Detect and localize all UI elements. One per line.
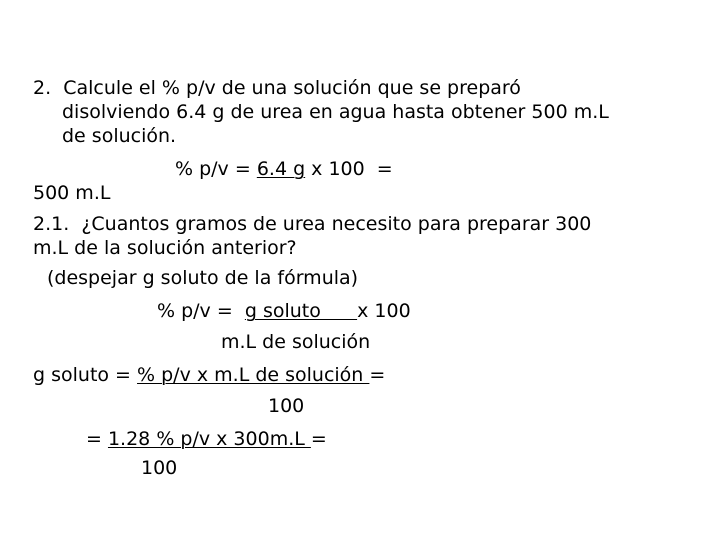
problem-2-1-solve-denominator: 100: [268, 395, 305, 417]
problem-2-1-result-denominator: 100: [141, 457, 178, 479]
solve-rest: =: [369, 364, 386, 386]
formula-rest: x 100 =: [305, 158, 393, 180]
problem-2-1-line-1: 2.1. ¿Cuantos gramos de urea necesito para preparar 300: [33, 213, 592, 235]
formula-rest: x 100: [357, 300, 411, 322]
problem-2-1-line-2: m.L de la solución anterior?: [33, 237, 297, 259]
problem-2-formula: [175, 157, 393, 181]
problem-2-number: 2.: [33, 77, 52, 99]
problem-2-line-1: [33, 76, 521, 100]
solve-lhs: g soluto =: [33, 364, 138, 386]
problem-2-1-formula-denominator: m.L de solución: [221, 331, 371, 353]
problem-2-1-formula: [157, 299, 411, 323]
problem-2-formula-denominator: 500 m.L: [33, 182, 111, 204]
problem-2-text-line-1: Calcule el % p/v de una solución que se preparó: [63, 77, 521, 99]
problem-2-line-3: de solución.: [62, 125, 177, 147]
result-lhs: =: [86, 428, 108, 450]
problem-2-line-2: disolviendo 6.4 g de urea en agua hasta obtener 500 m.L: [62, 101, 609, 123]
formula-numerator: g soluto: [244, 300, 358, 322]
result-rest: =: [310, 428, 327, 450]
formula-lhs: % p/v =: [175, 158, 257, 180]
formula-lhs: % p/v =: [157, 300, 245, 322]
result-numerator: 1.28 % p/v x 300m.L: [107, 428, 311, 450]
solve-numerator: % p/v x m.L de solución: [137, 364, 370, 386]
problem-2-1-solve: [33, 363, 385, 387]
problem-2-1-hint: (despejar g soluto de la fórmula): [47, 267, 359, 289]
problem-2-1-result: [86, 427, 327, 451]
formula-numerator: 6.4 g: [256, 158, 306, 180]
